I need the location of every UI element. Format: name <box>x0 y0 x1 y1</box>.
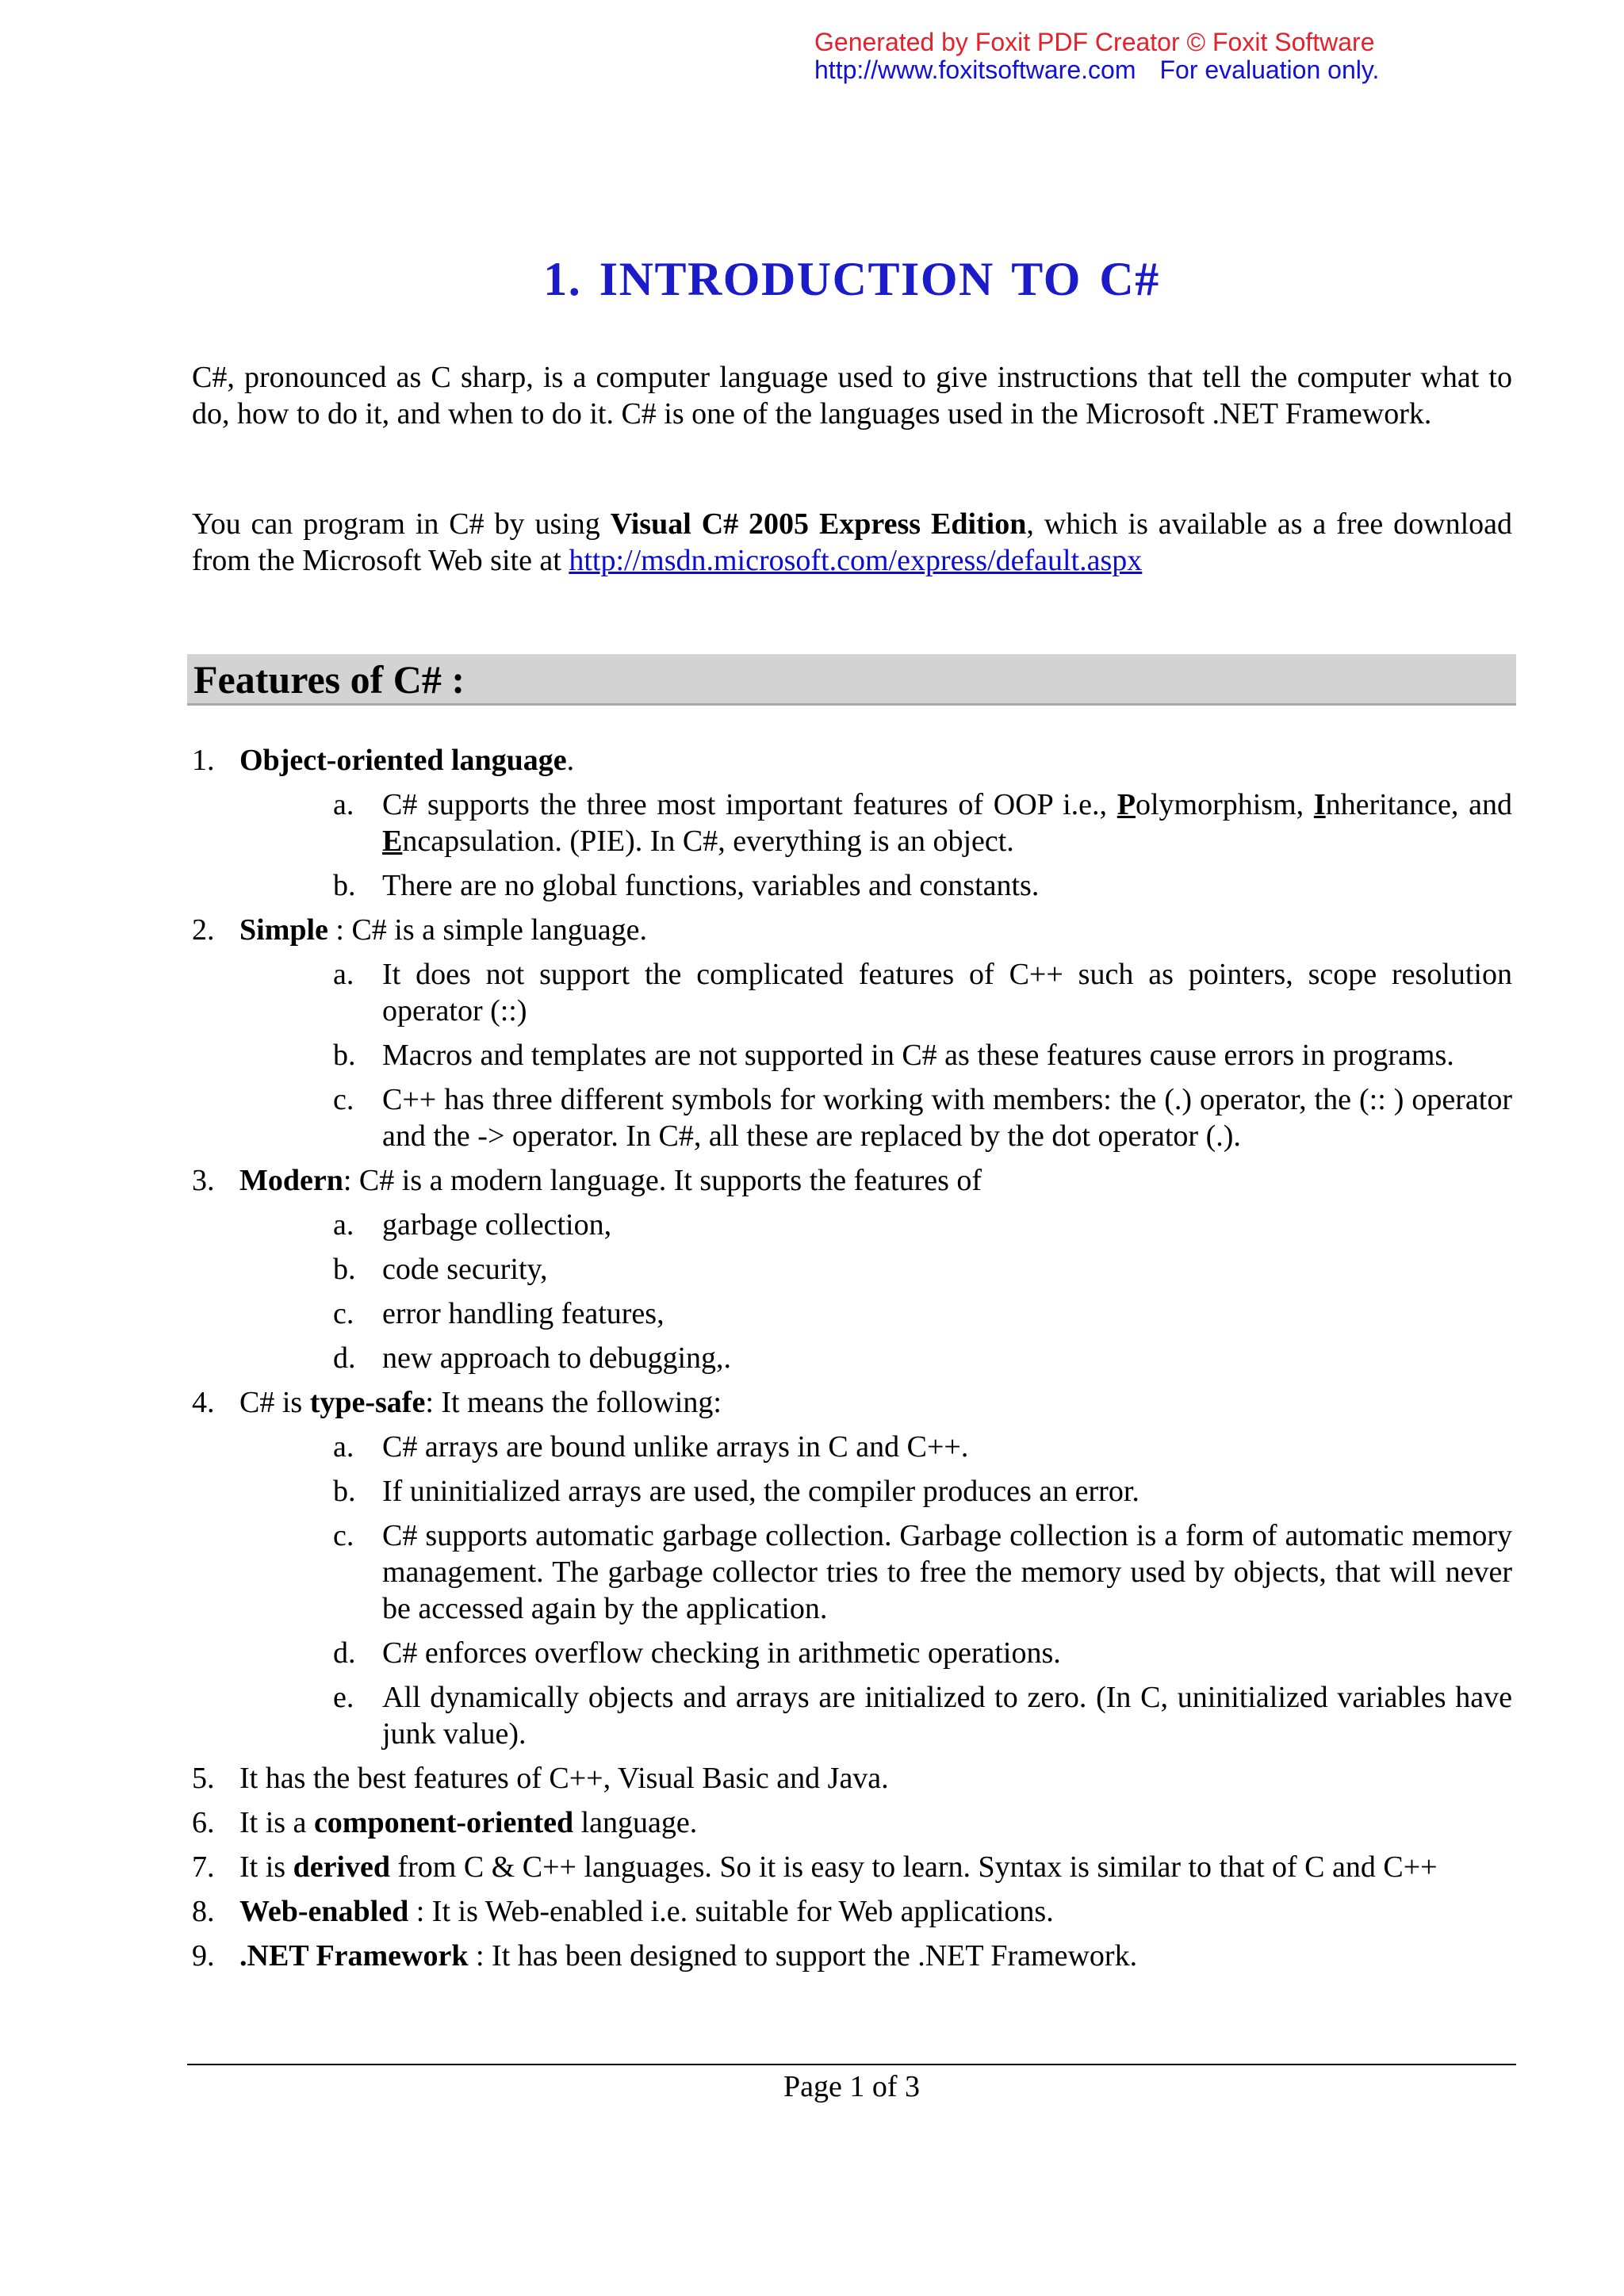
page-number: Page 1 of 3 <box>783 2070 921 2103</box>
watermark-url[interactable]: http://www.foxitsoftware.com <box>814 55 1136 84</box>
features-list <box>192 742 1512 1982</box>
sub-item: d. C# enforces overflow checking in arithmetic operations. <box>333 1636 1061 1670</box>
sub-item: c. error handling features, <box>333 1297 665 1330</box>
sub-item: d. new approach to debugging,. <box>333 1341 732 1375</box>
sub-item: c. C++ has three different symbols for working with members: the (.) operator, the (:: ) operator and the -> operator. In C#, all these are replaced by the dot operator (.). <box>333 1083 1512 1153</box>
sub-item: c. C# supports automatic garbage collection. Garbage collection is a form of automatic memory management. The garbage collector tries to free the memory used by objects, that will never be accessed again by the application. <box>333 1519 1512 1625</box>
section-heading-bar <box>187 654 1516 706</box>
list-item: 8. Web-enabled : It is Web-enabled i.e. suitable for Web applications. <box>192 1895 1054 1928</box>
intro-paragraph-2: You can program in C# by using Visual C# 2005 Express Edition, which is available as a free download from the Microsoft Web site at http://msdn.microsoft.com/express/default.aspx <box>192 507 1512 577</box>
list-item: 7. It is derived from C & C++ languages. So it is easy to learn. Syntax is similar to that of C and C++ <box>192 1850 1438 1884</box>
watermark-note: For evaluation only. <box>1159 55 1380 84</box>
list-item: 2. Simple : C# is a simple language. a. It does not support the complicated features of C++ such as pointers, scope resolution operator (::) b. Macros and templates are not supported in C# as these features cause errors in programs. c. C++ has three different symbols for working with members: the (.) operator, the (:: ) operator and the -> operator. In C#, all these are replaced by the dot operator (.). <box>192 913 1512 1153</box>
foxit-watermark <box>814 29 1379 84</box>
sub-item: b. There are no global functions, variables and constants. <box>333 869 1040 902</box>
sub-item: a. It does not support the complicated features of C++ such as pointers, scope resolution operator (::) <box>333 958 1512 1027</box>
page-title: 1. INTRODUCTION TO C# <box>543 253 1160 305</box>
watermark-line1: Generated by Foxit PDF Creator © Foxit Software <box>814 28 1375 56</box>
sub-item: b. Macros and templates are not supported in C# as these features cause errors in programs. <box>333 1039 1454 1072</box>
product-name: Visual C# 2005 Express Edition <box>610 507 1027 541</box>
sub-item: e. All dynamically objects and arrays are initialized to zero. (In C, uninitialized variables have junk value). <box>333 1681 1512 1751</box>
intro-paragraph-1: C#, pronounced as C sharp, is a computer language used to give instructions that tell the computer what to do, how to do it, and when to do it. C# is one of the languages used in the Microsoft .NET Framework. <box>192 361 1512 430</box>
list-item: 4. C# is type-safe: It means the following: a. C# arrays are bound unlike arrays in C and C++. b. If uninitialized arrays are used, the compiler produces an error. c. C# supports automatic garbage collection. Garbage collection is a form of automatic memory management. The garbage collector tries to free the memory used by objects, that will never be accessed again by the application. d. C# enforces overflow checking in arithmetic operations. e. All dynamically objects and arrays are initialized to zero. (In C, uninitialized variables have junk value). <box>192 1386 1512 1751</box>
sub-item: a. C# supports the three most important features of OOP i.e., Polymorphism, Inheritance, and Encapsulation. (PIE). In C#, everything is an object. <box>333 788 1512 858</box>
list-item: 1. Object-oriented language. a. C# supports the three most important features of OOP i.e., Polymorphism, Inheritance, and Encapsulation. (PIE). In C#, everything is an object. b. There are no global functions, variables and constants. <box>192 744 1512 902</box>
section-title: Features of C# : <box>193 657 465 702</box>
list-item: 6. It is a component-oriented language. <box>192 1806 698 1839</box>
footer-divider <box>187 2064 1516 2065</box>
list-item: 3. Modern: C# is a modern language. It supports the features of a. garbage collection, b. code security, c. error handling features, d. new approach to debugging,. <box>192 1162 1512 1376</box>
list-item: 9. .NET Framework : It has been designed to support the .NET Framework. <box>192 1939 1138 1973</box>
sub-item: a. garbage collection, <box>333 1208 612 1242</box>
sub-item: a. C# arrays are bound unlike arrays in C and C++. <box>333 1430 969 1464</box>
sub-item: b. If uninitialized arrays are used, the compiler produces an error. <box>333 1475 1139 1508</box>
msdn-link[interactable]: http://msdn.microsoft.com/express/default.aspx <box>569 544 1143 577</box>
list-item: 5. It has the best features of C++, Visual Basic and Java. <box>192 1762 889 1795</box>
sub-item: b. code security, <box>333 1253 548 1286</box>
